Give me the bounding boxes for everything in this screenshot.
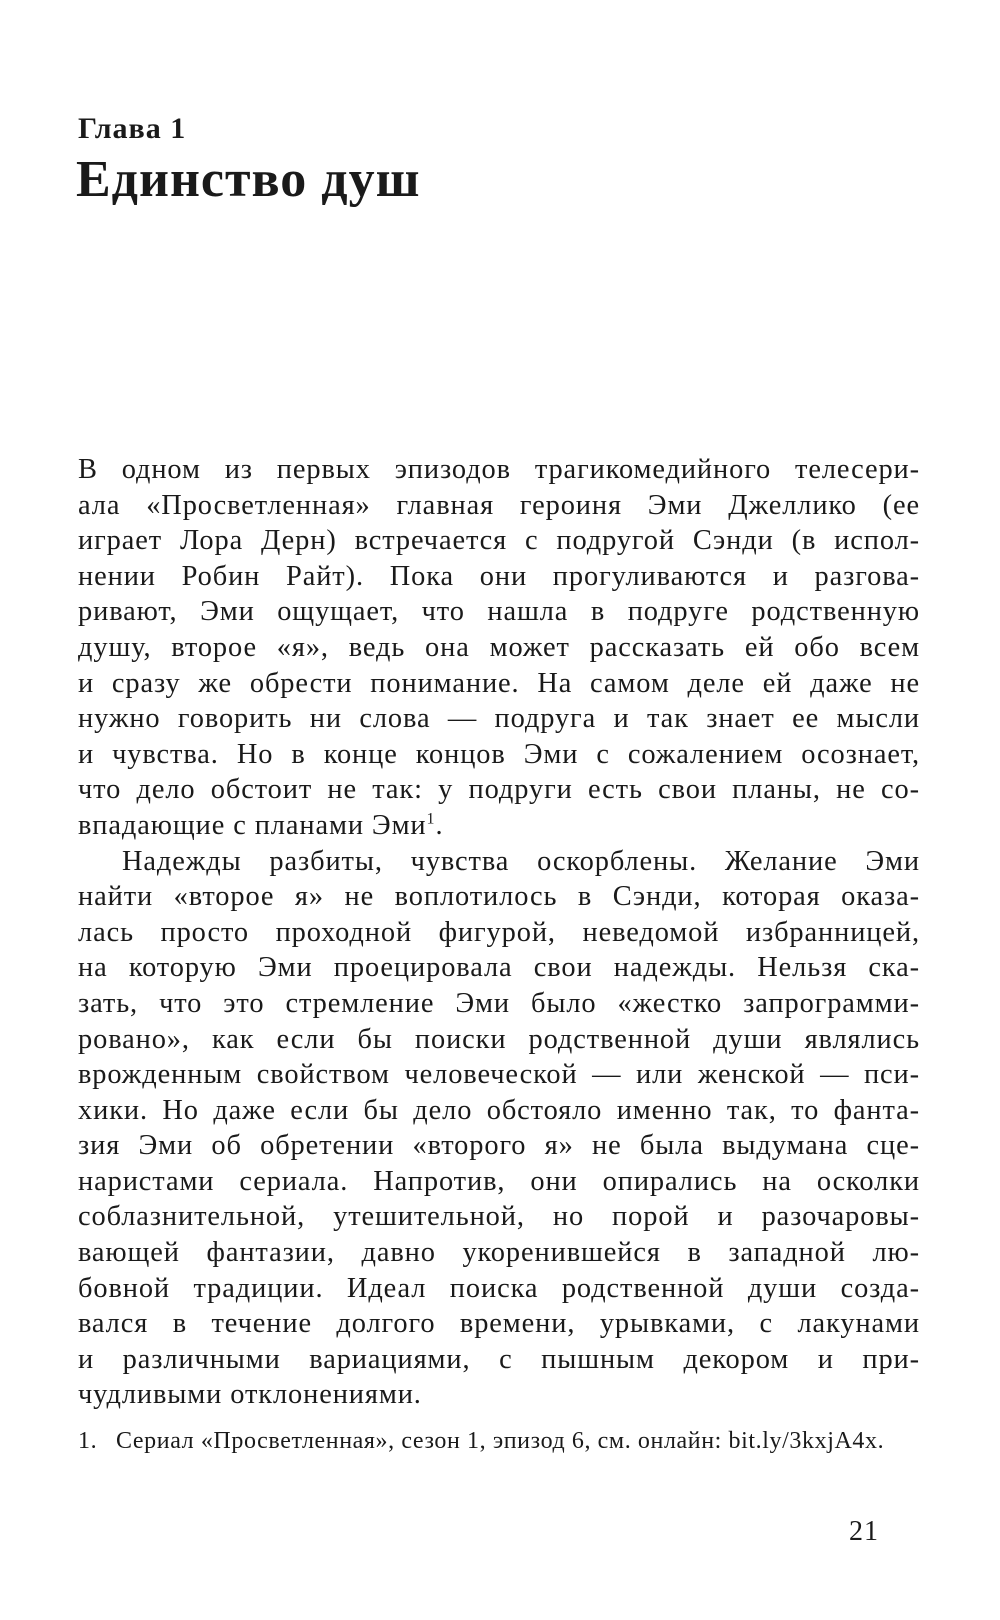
text-line: и чувства. Но в конце концов Эми с сожалением осознает, [78,738,920,770]
text-line: и различными вариациями, с пышным декором и при- [78,1343,920,1375]
text-line-last: чудливыми отклонениями. [78,1379,422,1411]
paragraph-1 [78,452,920,844]
text-line: соблазнительной, утешительной, но порой и разочаровы- [78,1201,920,1233]
text-line: ровано», как если бы поиски родственной души являлись [78,1023,920,1055]
text-line: играет Лора Дерн) встречается с подругой Сэнди (в испол- [78,525,920,557]
text-line: ривают, Эми ощущает, что нашла в подруге родственную [78,596,920,628]
chapter-label: Глава 1 [78,112,187,145]
text-line: вающей фантазии, давно укоренившейся в западной лю- [78,1237,920,1269]
text-line: нужно говорить ни слова — подруга и так знает ее мысли [78,703,920,735]
text-line-content: впадающие с планами Эми [78,809,427,841]
text-line: Надежды разбиты, чувства оскорблены. Желание Эми [122,845,920,877]
body-text [78,452,920,1413]
text-line: что дело обстоит не так: у подруги есть свои планы, не со- [78,774,920,806]
footnote-text: Сериал «Просветленная», сезон 1, эпизод 6, см. онлайн: bit.ly/3kxjA4x. [116,1428,885,1454]
footnote [78,1428,920,1455]
page-number: 21 [849,1516,879,1547]
text-line: на которую Эми проецировала свои надежды. Нельзя ска- [78,952,920,984]
chapter-title: Единство душ [76,151,421,208]
text-line: зать, что это стремление Эми было «жестко запрограмми- [78,987,920,1019]
text-line: наристами сериала. Напротив, они опирались на осколки [78,1165,920,1197]
paragraph-2 [78,844,920,1414]
text-line: вался в течение долгого времени, урывками, с лакунами [78,1308,920,1340]
text-line: найти «второе я» не воплотилось в Сэнди, которая оказа- [78,881,920,913]
footnote-ref[interactable]: 1 [426,810,436,828]
text-line-last [78,808,920,844]
text-line: В одном из первых эпизодов трагикомедийного телесери- [78,454,920,485]
text-line: душу, второе «я», ведь она может рассказать ей обо всем [78,631,920,663]
text-line: хики. Но даже если бы дело обстояло именно так, то фанта- [78,1094,920,1126]
text-line: и сразу же обрести понимание. На самом деле ей даже не [78,667,920,699]
text-line: лась просто проходной фигурой, неведомой избранницей, [78,916,920,948]
text-line-trailing: . [435,809,444,841]
text-line: зия Эми об обретении «второго я» не была выдумана сце- [78,1130,920,1162]
text-line: врожденным свойством человеческой — или женской — пси- [78,1059,920,1091]
footnote-number: 1. [78,1428,98,1454]
text-line: ала «Просветленная» главная героиня Эми Джеллико (ее [78,489,920,521]
text-line: нении Робин Райт). Пока они прогуливаются и разгова- [78,560,920,592]
text-line: бовной традиции. Идеал поиска родственной души созда- [78,1272,920,1304]
